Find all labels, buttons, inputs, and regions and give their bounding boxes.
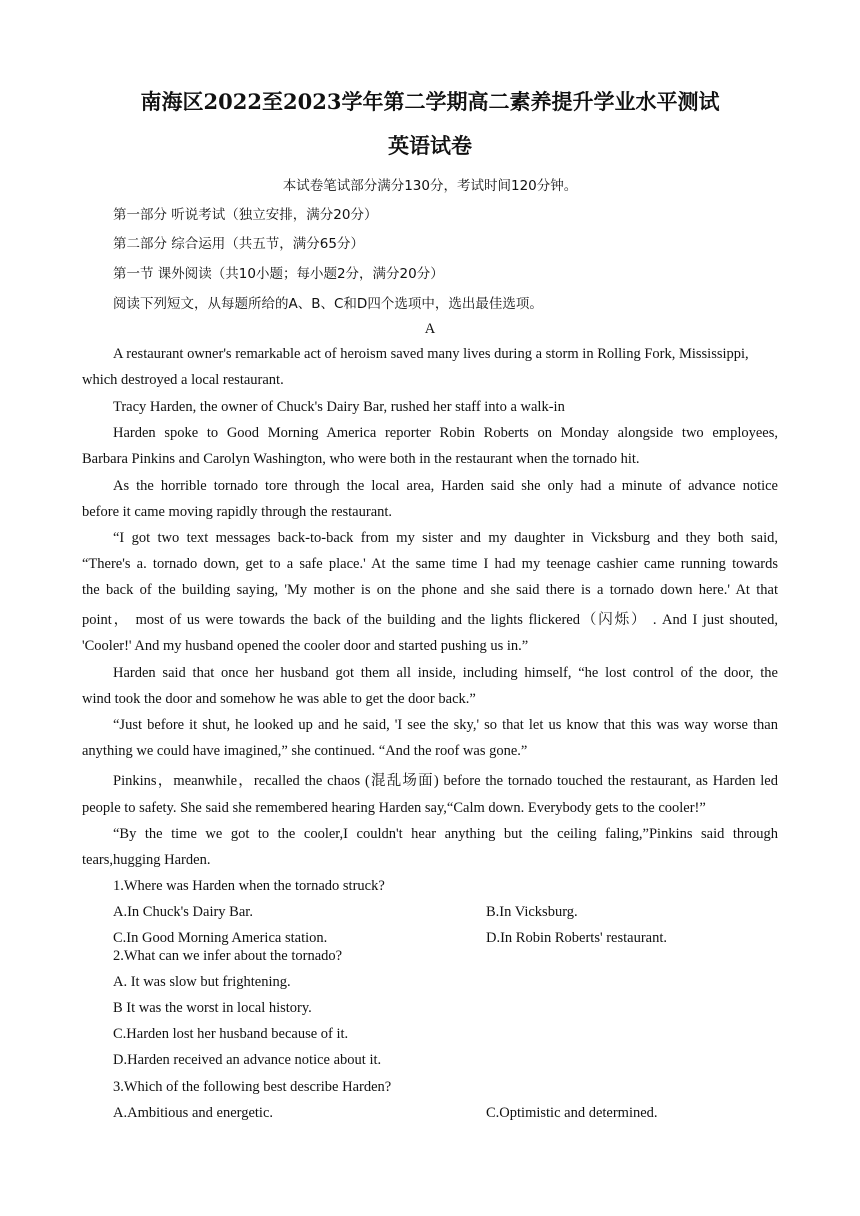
passage-line: As the horrible tornado tore through the local area, Harden said she only had a minute of advance notice	[113, 478, 778, 494]
passage-line: which destroyed a local restaurant.	[82, 372, 284, 388]
q1-option-d: D.In Robin Roberts' restaurant.	[486, 930, 668, 946]
exam-note: 本试卷笔试部分满分130分，考试时间120分钟。	[282, 178, 578, 194]
passage-line: the back of the building saying, 'My mother is on the phone and she said there is a tornado down here.' At that	[82, 582, 778, 598]
passage-line: Barbara Pinkins and Carolyn Washington, who were both in the restaurant when the tornado hit.	[82, 451, 640, 467]
passage-line: wind took the door and somehow he was able to get the door back.”	[82, 691, 476, 707]
q2-option-d: D.Harden received an advance notice about it.	[113, 1052, 382, 1068]
q1-option-b: B.In Vicksburg.	[486, 904, 578, 920]
passage-line: Harden spoke to Good Morning America reporter Robin Roberts on Monday alongside two employees,	[113, 425, 778, 441]
passage-line: A restaurant owner's remarkable act of heroism saved many lives during a storm in Rolling Fork, Mississippi,	[113, 346, 749, 362]
q3-option-c: C.Optimistic and determined.	[486, 1105, 658, 1121]
part2-heading: 第二部分 综合运用（共五节，满分65分）	[113, 236, 364, 252]
question-2: 2.What can we infer about the tornado?	[113, 948, 343, 964]
part1-heading: 第一部分 听说考试（独立安排，满分20分）	[113, 207, 378, 223]
passage-line: “By the time we got to the cooler,I couldn't hear anything but the ceiling faling,”Pinkins said through	[113, 826, 778, 842]
passage-line: “I got two text messages back-to-back from my sister and my daughter in Vicksburg and they both said,	[113, 530, 778, 546]
reading-instruction: 阅读下列短文，从每题所给的A、B、C和D四个选项中，选出最佳选项。	[113, 296, 543, 312]
question-3: 3.Which of the following best describe Harden?	[113, 1079, 392, 1095]
passage-line: before it came moving rapidly through the restaurant.	[82, 504, 393, 520]
passage-line: people to safety. She said she remembered hearing Harden say,“Calm down. Everybody gets to the cooler!”	[82, 800, 706, 816]
passage-line: point， most of us were towards the back of the building and the lights flickered（闪烁） . And I just shouted,	[82, 612, 778, 628]
q1-option-a: A.In Chuck's Dairy Bar.	[113, 904, 253, 920]
passage-line: Harden said that once her husband got them all inside, including himself, “he lost control of the door, the	[113, 665, 778, 681]
q3-option-a: A.Ambitious and energetic.	[113, 1105, 274, 1121]
passage-line: 'Cooler!' And my husband opened the cooler door and started pushing us in.”	[82, 638, 529, 654]
passage-line: tears,hugging Harden.	[82, 852, 211, 868]
q2-option-b: B It was the worst in local history.	[113, 1000, 312, 1016]
q2-option-c: C.Harden lost her husband because of it.	[113, 1026, 349, 1042]
section1-heading: 第一节 课外阅读（共10小题；每小题2分，满分20分）	[113, 266, 444, 282]
passage-line: Pinkins，meanwhile，recalled the chaos (混乱场面) before the tornado touched the restaurant, as Harden led	[113, 773, 778, 789]
exam-title: 南海区2022至2023学年第二学期高二素养提升学业水平测试	[140, 89, 720, 114]
q2-option-a: A. It was slow but frightening.	[113, 974, 291, 990]
passage-line: anything we could have imagined,” she continued. “And the roof was gone.”	[82, 743, 528, 759]
passage-line: Tracy Harden, the owner of Chuck's Dairy Bar, rushed her staff into a walk-in	[113, 399, 565, 415]
question-1: 1.Where was Harden when the tornado struck?	[113, 878, 385, 894]
exam-subtitle: 英语试卷	[388, 133, 472, 158]
passage-line: “There's a. tornado down, get to a safe place.' At the same time I had my teenage cashier came running towards	[82, 556, 778, 572]
q1-option-c: C.In Good Morning America station.	[113, 930, 328, 946]
passage-line: “Just before it shut, he looked up and he said, 'I see the sky,' so that let us know that this was way worse than	[113, 717, 778, 733]
passage-letter: A	[424, 321, 436, 337]
